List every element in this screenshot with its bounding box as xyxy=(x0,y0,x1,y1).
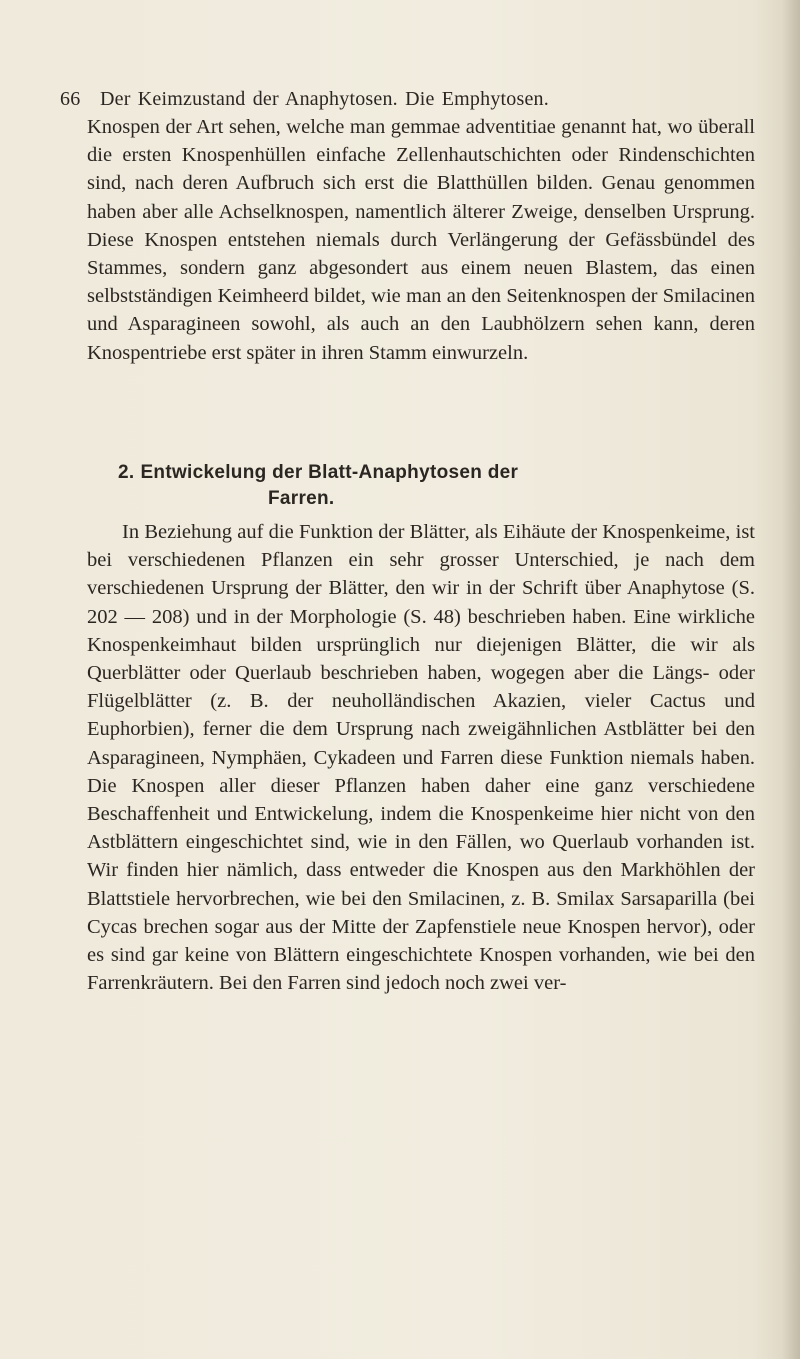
paragraph-blaetter: In Beziehung auf die Funktion der Blätter, als Eihäute der Knospenkeime, ist bei verschiedenen Pflanzen ein sehr grosser Unterschied, je nach dem verschiedenen Ursprung der Blätter, den wir in der Schrift über Anaphytose (S. 202 — 208) und in der Morphologie (S. 48) beschrieben haben. Eine wirkliche Knospenkeimhaut bilden ursprünglich nur diejenigen Blätter, die wir als Querblätter oder Querlaub beschrieben haben, wogegen aber die Längs- oder Flügelblätter (z. B. der neuholländischen Akazien, vieler Cactus und Euphorbien), ferner die dem Ursprung nach zweigähnlichen Astblätter bei den Asparagineen, Nymphäen, Cykadeen und Farren diese Funktion niemals haben. Die Knospen aller dieser Pflanzen haben daher eine ganz verschiedene Beschaffenheit und Entwickelung, indem die Knospenkeime hier nicht von den Astblättern eingeschichtet sind, wie in den Fällen, wo Querlaub vorhanden ist. Wir finden hier nämlich, dass entweder die Knospen aus den Markhöhlen der Blattstiele hervorbrechen, wie bei den Smilacinen, z. B. Smilax Sarsaparilla (bei Cycas brechen sogar aus der Mitte der Zapfenstiele neue Knospen hervor), oder es sind gar keine von Blättern eingeschichtete Knospen vorhanden, wie bei den Farrenkräutern. Bei den Farren sind jedoch noch zwei ver- xyxy=(87,521,755,995)
page-edge-shadow xyxy=(782,0,800,1359)
paragraph-knospen: Knospen der Art sehen, welche man gemmae adventitiae genannt hat, wo überall die ersten Knospenhüllen einfache Zellenhautschichten oder Rindenschichten sind, nach deren Aufbruch sich erst die Blatthüllen bilden. Genau genommen haben aber alle Achselknospen, namentlich älterer Zweige, denselben Ursprung. Diese Knospen entstehen niemals durch Verlängerung der Gefässbündel des Stammes, sondern ganz abgesondert aus einem neuen Blastem, das einen selbstständigen Keimheerd bildet, wie man an den Seitenknospen der Smilacinen und Asparagineen sowohl, als auch an den Laubhölzern sehen kann, deren Knospentriebe erst später in ihren Stamm einwurzeln. xyxy=(87,116,755,364)
running-title: Der Keimzustand der Anaphytosen. Die Emphytosen. xyxy=(100,88,549,110)
section-heading xyxy=(118,460,758,512)
page-number: 66 xyxy=(60,88,81,110)
section-title-line1: Entwickelung der Blatt-Anaphytosen der xyxy=(140,462,519,483)
section-title-line2: Farren. xyxy=(268,488,335,509)
page-header xyxy=(60,88,760,116)
section-number: 2. xyxy=(118,462,135,483)
